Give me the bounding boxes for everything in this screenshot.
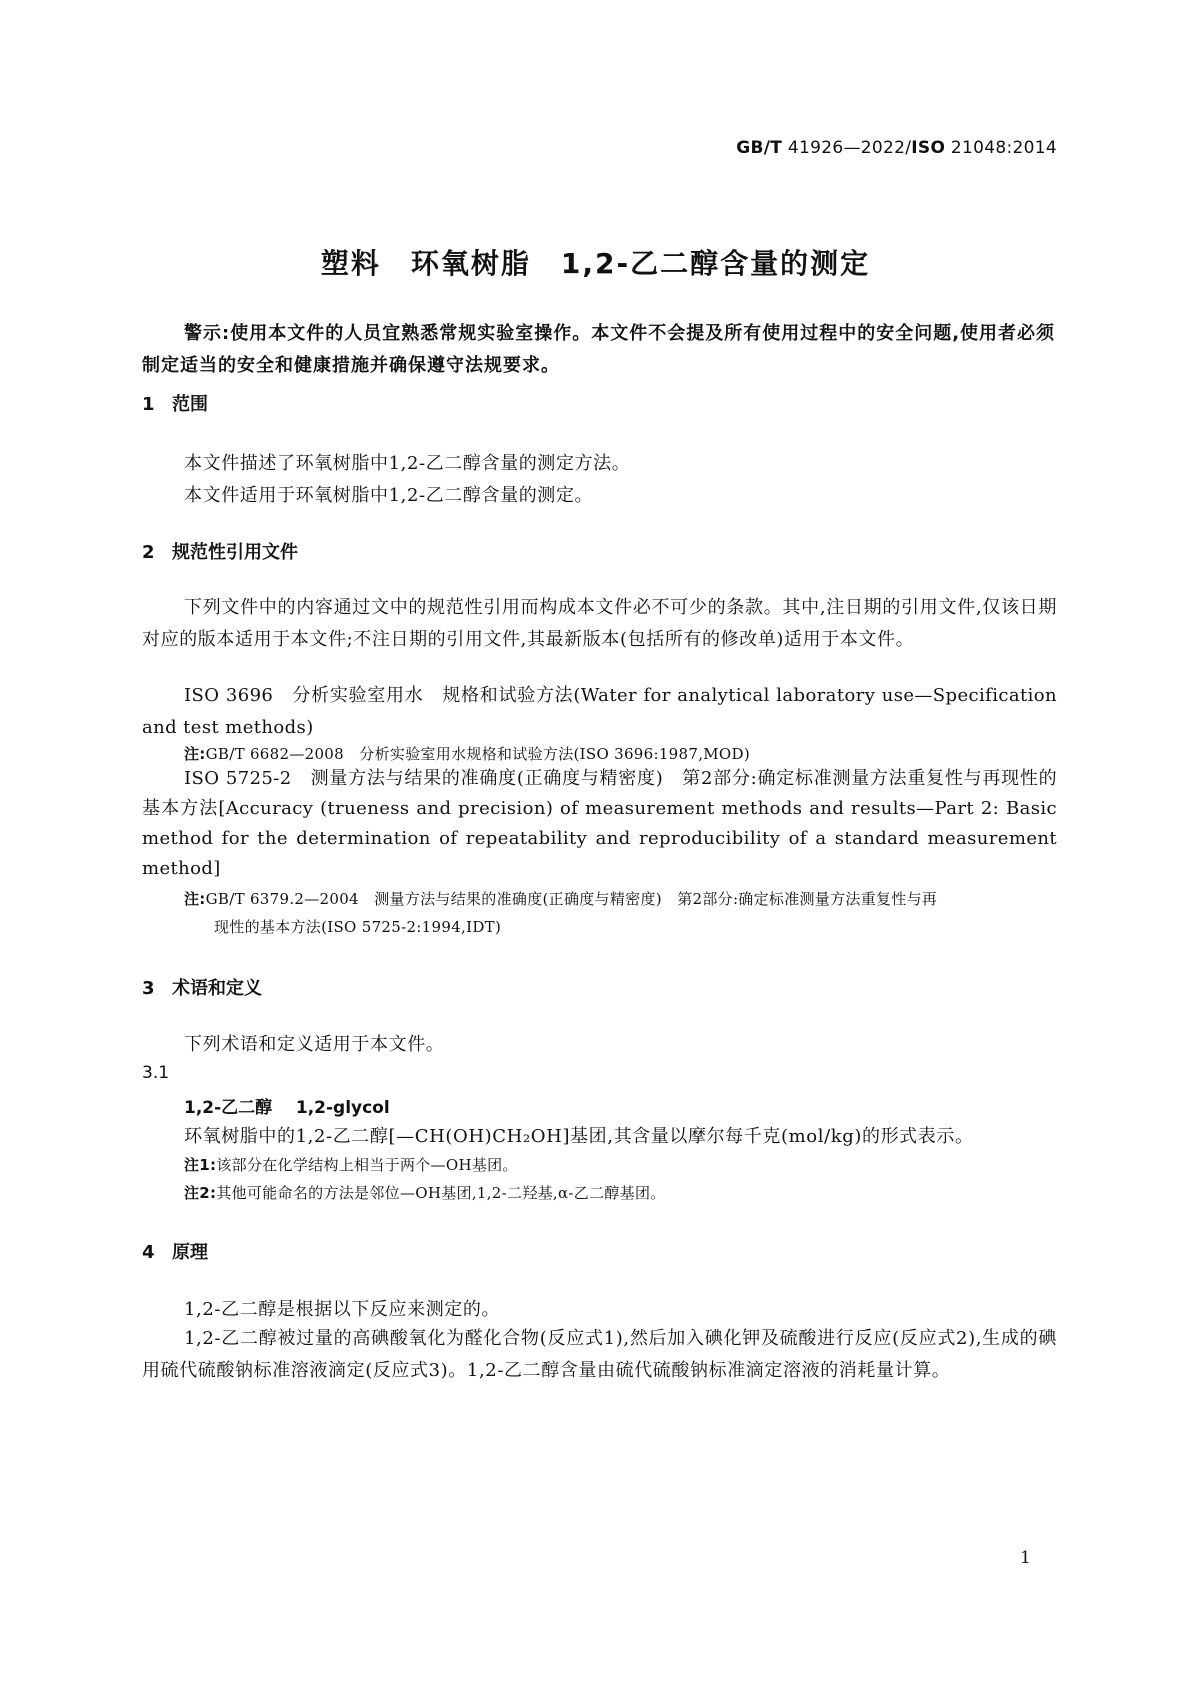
section-1-para-2: 本文件适用于环氧树脂中1,2-乙二醇含量的测定。 [184, 485, 594, 506]
term-definition: 环氧树脂中的1,2-乙二醇[—CH(OH)CH₂OH]基团,其含量以摩尔每千克(mol/kg)的形式表示。 [184, 1126, 974, 1147]
section-4-para-1: 1,2-乙二醇是根据以下反应来测定的。 [184, 1299, 501, 1320]
section-1-para-1: 本文件描述了环氧树脂中1,2-乙二醇含量的测定方法。 [184, 453, 631, 474]
section-3-heading: 3 术语和定义 [142, 978, 262, 999]
reference-iso-3696: ISO 3696 分析实验室用水 规格和试验方法(Water for analytical laboratory use—Specification and test methods) [142, 685, 1057, 738]
reference-iso-5725-2: ISO 5725-2 测量方法与结果的准确度(正确度与精密度) 第2部分:确定标准测量方法重复性与再现性的基本方法[Accuracy (trueness and precision) of measurement methods and results—Part 2: Basic method for the determination of repeatability and reproducibility of a standard measurement method] [142, 768, 1057, 879]
section-1-heading: 1 范围 [142, 394, 208, 415]
reference-note-2: 注:GB/T 6379.2—2004 测量方法与结果的准确度(正确度与精密度) 第2部分:确定标准测量方法重复性与再 [184, 890, 938, 908]
standard-code: GB/T 41926—2022/ISO 21048:2014 [736, 138, 1057, 158]
section-3-para-1: 下列术语和定义适用于本文件。 [184, 1034, 445, 1055]
section-2-heading: 2 规范性引用文件 [142, 542, 298, 563]
term-number: 3.1 [142, 1063, 170, 1083]
reference-note-1: 注:GB/T 6682—2008 分析实验室用水规格和试验方法(ISO 3696:1987,MOD) [184, 745, 751, 763]
reference-note-2-cont: 现性的基本方法(ISO 5725-2:1994,IDT) [214, 918, 502, 936]
warning-paragraph: 警示:使用本文件的人员宜熟悉常规实验室操作。本文件不会提及所有使用过程中的安全问题,使用者必须制定适当的安全和健康措施并确保遵守法规要求。 [142, 323, 1056, 376]
term-note-2: 注2:其他可能命名的方法是邻位—OH基团,1,2-二羟基,α-乙二醇基团。 [184, 1184, 666, 1202]
section-4-para-2: 1,2-乙二醇被过量的高碘酸氧化为醛化合物(反应式1),然后加入碘化钾及硫酸进行反应(反应式2),生成的碘用硫代硫酸钠标准溶液滴定(反应式3)。1,2-乙二醇含量由硫代硫酸钠标准滴定溶液的消耗量计算。 [142, 1328, 1057, 1381]
document-title: 塑料 环氧树脂 1,2-乙二醇含量的测定 [320, 247, 871, 280]
term-name: 1,2-乙二醇 1,2-glycol [184, 1098, 390, 1118]
term-note-1: 注1:该部分在化学结构上相当于两个—OH基团。 [184, 1156, 518, 1174]
section-2-para-1: 下列文件中的内容通过文中的规范性引用而构成本文件必不可少的条款。其中,注日期的引用文件,仅该日期对应的版本适用于本文件;不注日期的引用文件,其最新版本(包括所有的修改单)适用于本文件。 [142, 597, 1057, 650]
page-number: 1 [1020, 1548, 1031, 1568]
section-4-heading: 4 原理 [142, 1242, 208, 1263]
